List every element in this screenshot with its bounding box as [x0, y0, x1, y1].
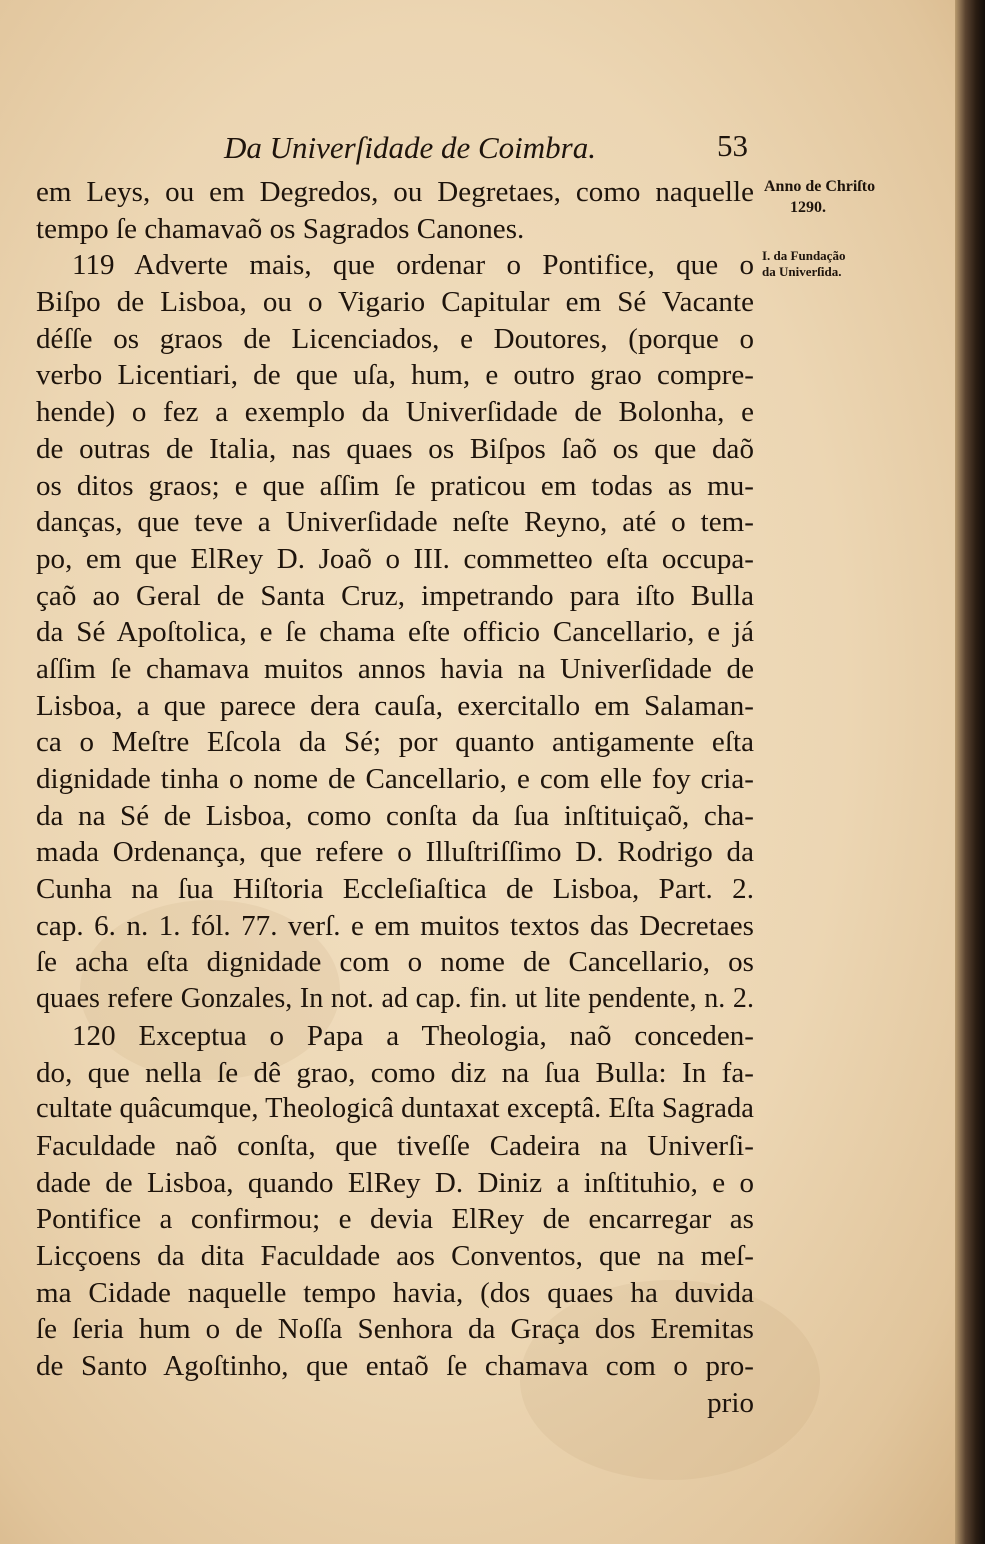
text-line: em Leys, ou em Degredos, ou Degretaes, como naquelle: [36, 176, 754, 208]
running-title: Da Univerſidade de Coimbra.: [224, 130, 596, 165]
page-edge: [955, 0, 985, 1544]
text-line: ca o Meſtre Eſcola da Sé; por quanto antigamente eſta: [36, 726, 754, 759]
text-line: hende) o fez a exemplo da Univerſidade de Bolonha, e: [36, 396, 754, 429]
text-line: çaõ ao Geral de Santa Cruz, impetrando para iſto Bulla: [36, 579, 754, 612]
text-line: dignidade tinha o nome de Cancellario, e com elle foy cria-: [36, 763, 754, 795]
margin-note-fundacao-2: da Univerſida.: [762, 264, 842, 279]
text-line: po, em que ElRey D. Joaõ o III. commetteo eſta occupa-: [36, 542, 754, 575]
text-line: ma Cidade naquelle tempo havia, (dos quaes ha duvida: [36, 1276, 754, 1309]
margin-note-fundacao-1: I. da Fundação: [762, 248, 846, 263]
text-line: ſe ſeria hum o de Noſſa Senhora da Graça dos Eremitas: [36, 1313, 754, 1346]
text-line: Licçoens da dita Faculdade aos Conventos, que na meſ-: [36, 1239, 754, 1272]
text-line: Cunha na ſua Hiſtoria Eccleſiaſtica de Lisboa, Part. 2.: [36, 873, 754, 906]
page-header: [36, 126, 748, 170]
page-number: 53: [717, 128, 748, 163]
text-line: de Santo Agoſtinho, que entaõ ſe chamava com o pro-: [36, 1350, 754, 1382]
text-line: tempo ſe chamavaõ os Sagrados Canones.: [36, 212, 525, 245]
catchword: prio: [707, 1386, 754, 1419]
text-line: mada Ordenança, que refere o Illuſtriſſimo D. Rodrigo da: [36, 836, 754, 869]
text-line: de outras de Italia, nas quaes os Biſpos ſaõ os que daõ: [36, 432, 754, 465]
text-line: quaes refere Gonzales, In not. ad cap. fin. ut lite pendente, n. 2.: [36, 983, 754, 1015]
text-line: danças, que teve a Univerſidade neſte Reyno, até o tem-: [36, 506, 754, 539]
text-line: aſſim ſe chamava muitos annos havia na Univerſidade de: [36, 652, 754, 685]
paragraph-119-start: 119 Adverte mais, que ordenar o Pontifice, que o: [72, 249, 754, 282]
text-line: os ditos graos; e que aſſim ſe praticou em todas as mu-: [36, 469, 754, 502]
text-line: verbo Licentiari, de que uſa, hum, e outro grao compre-: [36, 359, 754, 392]
text-line: da na Sé de Lisboa, como conſta da ſua inſtituiçaõ, cha-: [36, 799, 754, 832]
text-line: Biſpo de Lisboa, ou o Vigario Capitular em Sé Vacante: [36, 286, 754, 319]
text-line: dade de Lisboa, quando ElRey D. Diniz a inſtituhio, e o: [36, 1166, 754, 1199]
text-line: ſe acha eſta dignidade com o nome de Cancellario, os: [36, 946, 754, 979]
text-line: do, que nella ſe dê grao, como diz na ſua Bulla: In fa-: [36, 1056, 754, 1089]
paragraph-120-start: 120 Exceptua o Papa a Theologia, naõ conceden-: [72, 1019, 754, 1052]
text-line: cultate quâcumque, Theologicâ duntaxat exceptâ. Eſta Sagrada: [36, 1093, 754, 1125]
text-line: déſſe os graos de Licenciados, e Doutores, (porque o: [36, 322, 754, 355]
text-line: Faculdade naõ conſta, que tiveſſe Cadeira na Univerſi-: [36, 1129, 754, 1162]
text-line: cap. 6. n. 1. fól. 77. verſ. e em muitos textos das Decretaes: [36, 909, 754, 942]
text-line: Pontifice a confirmou; e devia ElRey de encarregar as: [36, 1203, 754, 1236]
margin-note-year: 1290.: [790, 199, 826, 216]
text-line: da Sé Apoſtolica, e ſe chama eſte officio Cancellario, e já: [36, 616, 754, 649]
margin-note-anno: Anno de Chriſto: [764, 178, 876, 195]
body-text: [36, 174, 754, 1421]
text-line: Lisboa, a que parece dera cauſa, exercitallo em Salaman-: [36, 689, 754, 722]
